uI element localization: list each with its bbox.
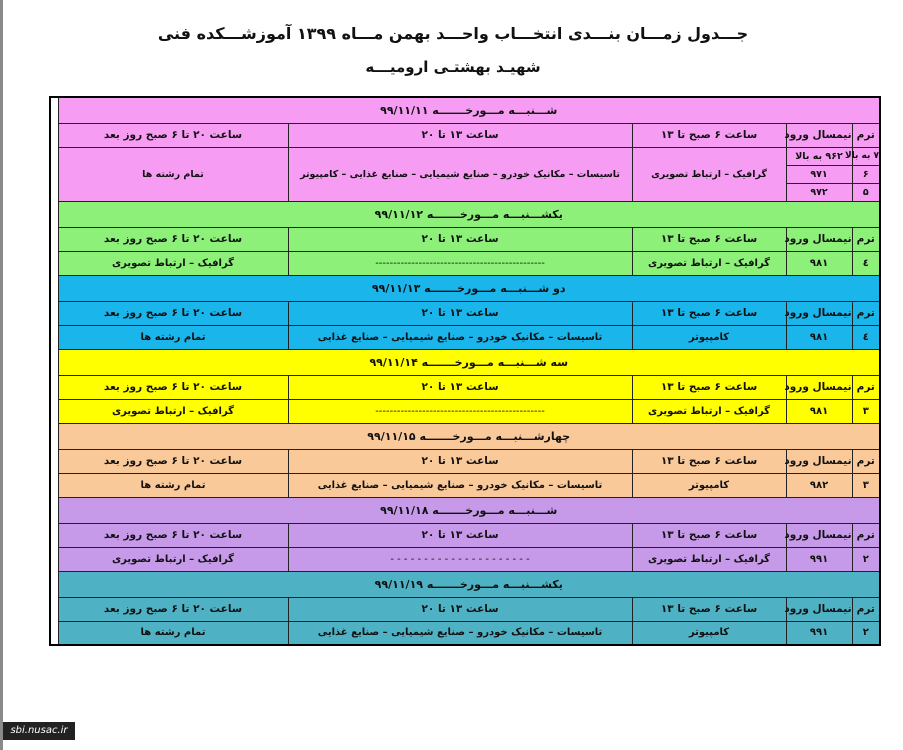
slot1-header: ساعت ۶ صبح تا ۱۳ <box>632 597 786 621</box>
slot1-header: ساعت ۶ صبح تا ۱۳ <box>632 375 786 399</box>
slot3-header: ساعت ۲۰ تا ۶ صبح روز بعد <box>58 523 288 547</box>
schedule-table <box>49 96 881 646</box>
row-gap <box>50 621 58 645</box>
header-row <box>50 375 880 399</box>
table-row <box>50 147 880 165</box>
slot3-header: ساعت ۲۰ تا ۶ صبح روز بعد <box>58 597 288 621</box>
row-gap <box>50 227 58 251</box>
header-row <box>50 449 880 473</box>
day-row <box>50 275 880 301</box>
row-gap <box>50 165 58 183</box>
entry-cell: ۹۷۱ <box>786 165 852 183</box>
header-row <box>50 227 880 251</box>
slot2-header: ساعت ۱۳ تا ۲۰ <box>288 597 632 621</box>
entry-cell: ۹۸۲ <box>786 473 852 497</box>
term-header: ترم <box>852 449 880 473</box>
slot1-cell: کامپیوتر <box>632 325 786 349</box>
slot2-header: ساعت ۱۳ تا ۲۰ <box>288 123 632 147</box>
term-cell: ۳ <box>852 473 880 497</box>
term-header: ترم <box>852 227 880 251</box>
entry-header: نیمسال ورود <box>786 375 852 399</box>
row-gap <box>50 571 58 597</box>
slot1-cell: گرافیک – ارتباط تصویری <box>632 547 786 571</box>
day-label: یکشـــنبـــه مـــورخـــــــه ۹۹/۱۱/۱۲ <box>58 201 880 227</box>
table-row <box>50 621 880 645</box>
day-row <box>50 97 880 123</box>
term-cell: ۵ <box>852 183 880 201</box>
table-row <box>50 473 880 497</box>
row-gap <box>50 523 58 547</box>
slot2-cell: - - - - - - - - - - - - - - - - - - - - - <box>288 547 632 571</box>
entry-header: نیمسال ورود <box>786 523 852 547</box>
entry-cell: ۹۶۲ به بالا <box>786 147 852 165</box>
day-row <box>50 201 880 227</box>
slot1-cell: کامپیوتر <box>632 473 786 497</box>
slot3-header: ساعت ۲۰ تا ۶ صبح روز بعد <box>58 449 288 473</box>
slot2-cell: تاسیسات – مکانیک خودرو – صنایع شیمیایی – صنایع غذایی <box>288 473 632 497</box>
row-gap <box>50 547 58 571</box>
slot1-header: ساعت ۶ صبح تا ۱۳ <box>632 523 786 547</box>
table-row <box>50 325 880 349</box>
row-gap <box>50 97 58 123</box>
slot2-header: ساعت ۱۳ تا ۲۰ <box>288 523 632 547</box>
slot2-header: ساعت ۱۳ تا ۲۰ <box>288 227 632 251</box>
slot3-header: ساعت ۲۰ تا ۶ صبح روز بعد <box>58 301 288 325</box>
table-row <box>50 547 880 571</box>
row-gap <box>50 449 58 473</box>
entry-header: نیمسال ورود <box>786 123 852 147</box>
slot3-header: ساعت ۲۰ تا ۶ صبح روز بعد <box>58 375 288 399</box>
slot1-header: ساعت ۶ صبح تا ۱۳ <box>632 227 786 251</box>
slot1-cell: کامپیوتر <box>632 621 786 645</box>
slot1-header: ساعت ۶ صبح تا ۱۳ <box>632 123 786 147</box>
row-gap <box>50 325 58 349</box>
slot2-header: ساعت ۱۳ تا ۲۰ <box>288 449 632 473</box>
table-row <box>50 399 880 423</box>
table-row <box>50 251 880 275</box>
entry-header: نیمسال ورود <box>786 449 852 473</box>
day-label: دو شـــنبـــه مـــورخـــــــه ۹۹/۱۱/۱۳ <box>58 275 880 301</box>
slot3-cell: گرافیک – ارتباط تصویری <box>58 251 288 275</box>
slot1-cell: گرافیک – ارتباط تصویری <box>632 147 786 201</box>
slot1-header: ساعت ۶ صبح تا ۱۳ <box>632 449 786 473</box>
row-gap <box>50 497 58 523</box>
term-header: ترم <box>852 597 880 621</box>
day-label: سه شـــنبـــه مـــورخـــــــه ۹۹/۱۱/۱۴ <box>58 349 880 375</box>
slot1-cell: گرافیک – ارتباط تصویری <box>632 251 786 275</box>
slot2-header: ساعت ۱۳ تا ۲۰ <box>288 375 632 399</box>
entry-cell: ۹۸۱ <box>786 251 852 275</box>
slot1-header: ساعت ۶ صبح تا ۱۳ <box>632 301 786 325</box>
term-header: ترم <box>852 375 880 399</box>
entry-cell: ۹۹۱ <box>786 621 852 645</box>
term-cell: ۶ <box>852 165 880 183</box>
watermark: sbi.nusac.ir <box>3 722 75 740</box>
slot2-cell: تاسیسات – مکانیک خودرو – صنایع شیمیایی – صنایع غذایی – کامپیوتر <box>288 147 632 201</box>
slot1-cell: گرافیک – ارتباط تصویری <box>632 399 786 423</box>
header-row <box>50 523 880 547</box>
header-row <box>50 123 880 147</box>
entry-header: نیمسال ورود <box>786 301 852 325</box>
slot2-cell: ----------------------------------------------- <box>288 399 632 423</box>
entry-cell: ۹۷۲ <box>786 183 852 201</box>
slot3-cell: تمام رشته ها <box>58 621 288 645</box>
day-label: شـــنبـــه مـــورخـــــــه ۹۹/۱۱/۱۱ <box>58 97 880 123</box>
row-gap <box>50 275 58 301</box>
row-gap <box>50 349 58 375</box>
slot2-cell: تاسیسات – مکانیک خودرو – صنایع شیمیایی – صنایع غذایی <box>288 621 632 645</box>
slot3-header: ساعت ۲۰ تا ۶ صبح روز بعد <box>58 227 288 251</box>
row-gap <box>50 251 58 275</box>
row-gap <box>50 183 58 201</box>
slot2-cell: ----------------------------------------------- <box>288 251 632 275</box>
day-row <box>50 423 880 449</box>
slot2-cell: تاسیسات – مکانیک خودرو – صنایع شیمیایی – صنایع غذایی <box>288 325 632 349</box>
day-label: یکشـــنبـــه مـــورخـــــــه ۹۹/۱۱/۱۹ <box>58 571 880 597</box>
term-header: ترم <box>852 301 880 325</box>
row-gap <box>50 123 58 147</box>
row-gap <box>50 375 58 399</box>
term-cell: ۲ <box>852 621 880 645</box>
slot3-cell: تمام رشته ها <box>58 325 288 349</box>
header-row <box>50 597 880 621</box>
row-gap <box>50 597 58 621</box>
row-gap <box>50 473 58 497</box>
slot2-header: ساعت ۱۳ تا ۲۰ <box>288 301 632 325</box>
slot3-cell: گرافیک – ارتباط تصویری <box>58 547 288 571</box>
term-cell: ٤ <box>852 325 880 349</box>
term-header: ترم <box>852 123 880 147</box>
slot3-cell: تمام رشته ها <box>58 147 288 201</box>
day-row <box>50 497 880 523</box>
day-label: چهارشـــنبـــه مـــورخـــــــه ۹۹/۱۱/۱۵ <box>58 423 880 449</box>
term-cell: ٤ <box>852 251 880 275</box>
entry-header: نیمسال ورود <box>786 597 852 621</box>
page-subtitle: شهیـد بهشتـی ارومیـــه <box>365 58 541 76</box>
term-cell: ۷ به بالا <box>852 147 880 165</box>
entry-cell: ۹۹۱ <box>786 547 852 571</box>
term-header: ترم <box>852 523 880 547</box>
term-cell: ۳ <box>852 399 880 423</box>
slot3-cell: تمام رشته ها <box>58 473 288 497</box>
row-gap <box>50 147 58 165</box>
day-row <box>50 349 880 375</box>
page-title: جـــدول زمـــان بنـــدی انتخـــاب واحـــد بهمن مـــاه ۱۳۹۹ آموزشـــکده فنی <box>157 24 749 43</box>
day-row <box>50 571 880 597</box>
entry-cell: ۹۸۱ <box>786 325 852 349</box>
row-gap <box>50 301 58 325</box>
day-label: شـــنبـــه مـــورخـــــــه ۹۹/۱۱/۱۸ <box>58 497 880 523</box>
row-gap <box>50 399 58 423</box>
entry-header: نیمسال ورود <box>786 227 852 251</box>
slot3-header: ساعت ۲۰ تا ۶ صبح روز بعد <box>58 123 288 147</box>
row-gap <box>50 423 58 449</box>
header-row <box>50 301 880 325</box>
entry-cell: ۹۸۱ <box>786 399 852 423</box>
row-gap <box>50 201 58 227</box>
slot3-cell: گرافیک – ارتباط تصویری <box>58 399 288 423</box>
term-cell: ۲ <box>852 547 880 571</box>
